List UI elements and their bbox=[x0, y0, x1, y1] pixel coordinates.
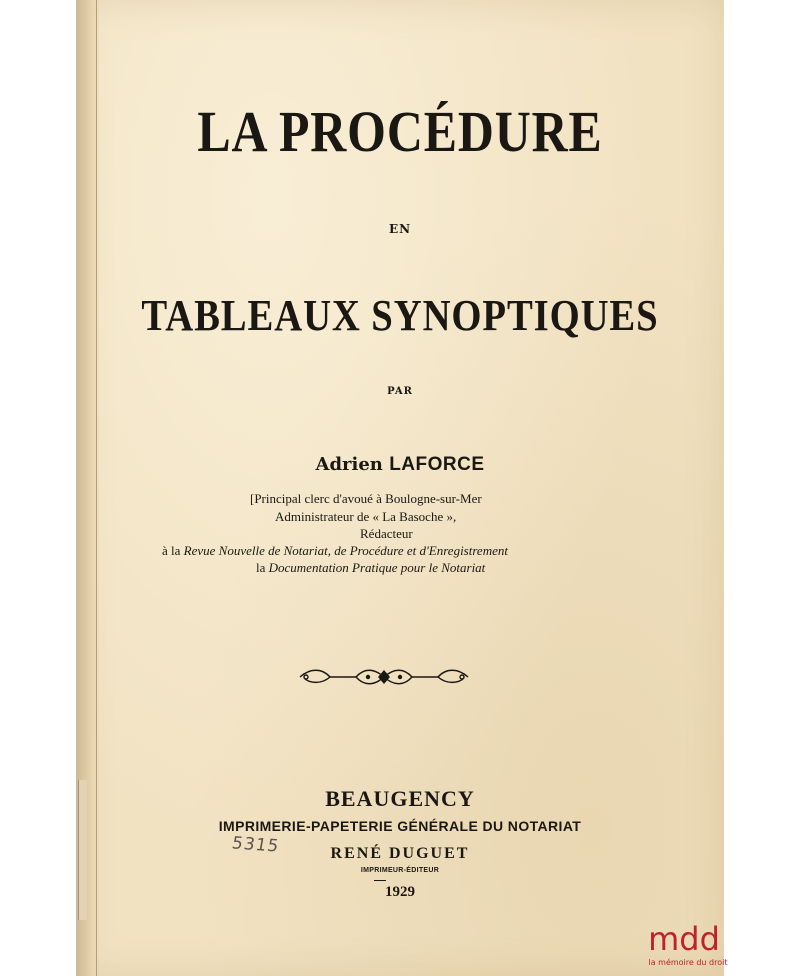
year-rule bbox=[374, 880, 386, 881]
credential-line-5-journal: Documentation Pratique pour le Notariat bbox=[268, 560, 486, 575]
credential-line-5-prefix: la bbox=[256, 560, 269, 575]
title-line-1: LA PROCÉDURE bbox=[197, 99, 603, 164]
credential-line-5 bbox=[256, 560, 485, 576]
credential-line-2: Administrateur de « La Basoche », bbox=[275, 509, 457, 524]
credential-line-4 bbox=[162, 543, 508, 559]
credential-line-3: Rédacteur bbox=[360, 526, 413, 541]
ornament-divider bbox=[296, 664, 472, 690]
mdd-tagline: la mémoire du droit bbox=[648, 958, 728, 967]
printer-name: RENÉ DUGUET bbox=[330, 845, 470, 862]
credential-line-1: [Principal clerc d'avoué à Boulogne-sur-Mer bbox=[250, 491, 482, 506]
author-first-name: Adrien bbox=[315, 454, 383, 475]
mdd-logo bbox=[648, 922, 728, 976]
printer-house: IMPRIMERIE-PAPETERIE GÉNÉRALE DU NOTARIAT bbox=[218, 818, 582, 834]
printer-role: IMPRIMEUR-ÉDITEUR bbox=[360, 867, 440, 874]
credential-line-4-prefix: à la bbox=[162, 543, 184, 558]
publication-place: BEAUGENCY bbox=[325, 786, 475, 811]
title-line-2: TABLEAUX SYNOPTIQUES bbox=[141, 291, 659, 340]
connector-en: EN bbox=[388, 222, 412, 236]
publication-year: 1929 bbox=[385, 884, 415, 900]
author-last-name: LAFORCE bbox=[389, 454, 485, 475]
handwritten-shelf-number: 5315 bbox=[230, 833, 281, 857]
connector-par: PAR bbox=[387, 386, 413, 397]
mdd-logo-text: mdd bbox=[648, 920, 720, 958]
credential-line-4-journal: Revue Nouvelle de Notariat, de Procédure et d'Enregistrement bbox=[183, 543, 508, 558]
author-name bbox=[76, 454, 724, 476]
